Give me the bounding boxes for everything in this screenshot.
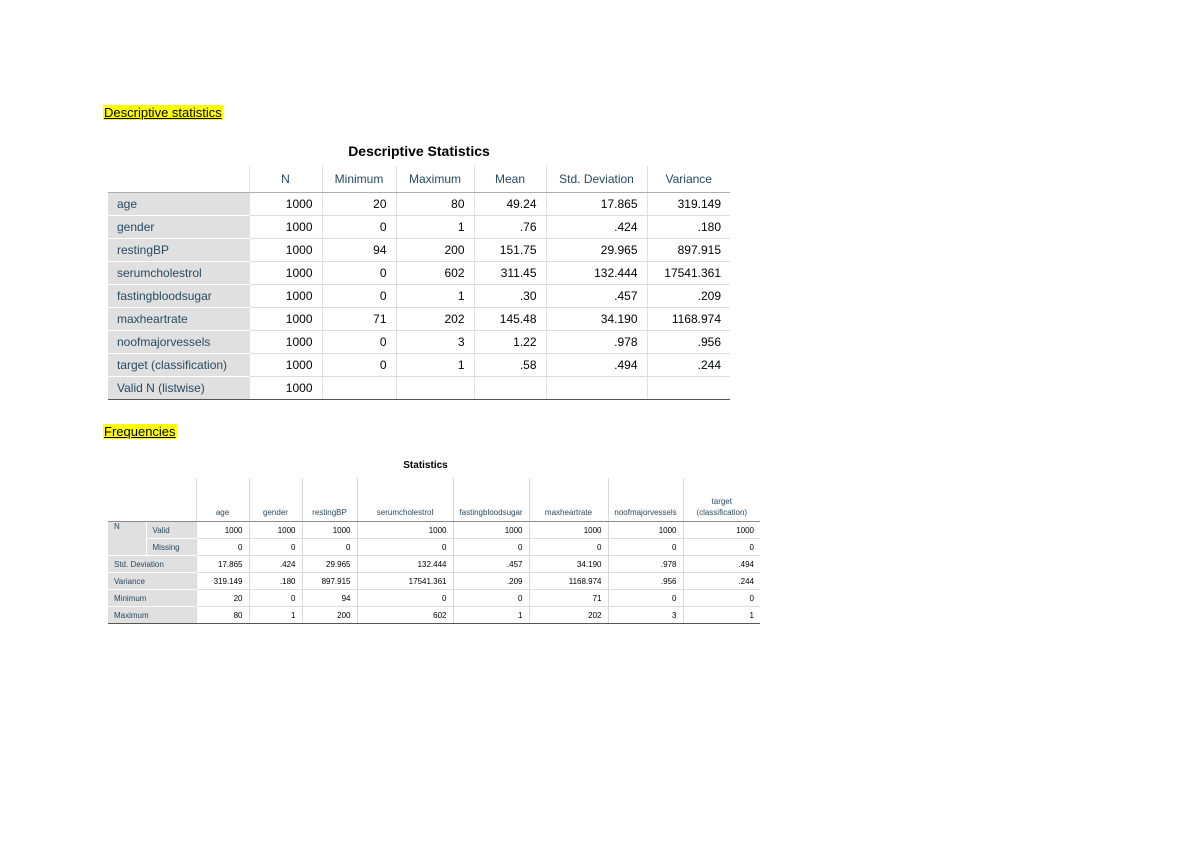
cell-min: 0 bbox=[322, 285, 396, 308]
cell-missing: 0 bbox=[249, 539, 302, 556]
cell-var: .956 bbox=[608, 573, 683, 590]
cell-valid: 1000 bbox=[683, 522, 760, 539]
table-row bbox=[108, 573, 760, 590]
cell-max: 80 bbox=[396, 193, 474, 216]
table-row bbox=[108, 556, 760, 573]
cell-max: 1 bbox=[396, 216, 474, 239]
cell-var: .209 bbox=[647, 285, 730, 308]
cell-var: 17541.361 bbox=[647, 262, 730, 285]
cell-var: .244 bbox=[683, 573, 760, 590]
cell-var: 897.915 bbox=[647, 239, 730, 262]
cell-valid: 1000 bbox=[249, 522, 302, 539]
row-label: gender bbox=[108, 216, 249, 239]
cell-sd: 29.965 bbox=[546, 239, 647, 262]
row-label: maxheartrate bbox=[108, 308, 249, 331]
table-row bbox=[108, 216, 730, 239]
cell-missing: 0 bbox=[453, 539, 529, 556]
cell-n: 1000 bbox=[249, 308, 322, 331]
table-row bbox=[108, 607, 760, 624]
cell-max: 202 bbox=[396, 308, 474, 331]
cell-n: 1000 bbox=[249, 216, 322, 239]
cell-sd bbox=[546, 377, 647, 400]
table-row bbox=[108, 239, 730, 262]
column-header: fastingbloodsugar bbox=[453, 478, 529, 522]
cell-sd: 34.190 bbox=[529, 556, 608, 573]
cell-mean: 311.45 bbox=[474, 262, 546, 285]
row-sublabel: Valid bbox=[146, 522, 196, 539]
column-header: maxheartrate bbox=[529, 478, 608, 522]
cell-var: .209 bbox=[453, 573, 529, 590]
cell-var: .244 bbox=[647, 354, 730, 377]
cell-min: 20 bbox=[322, 193, 396, 216]
cell-n: 1000 bbox=[249, 331, 322, 354]
cell-missing: 0 bbox=[302, 539, 357, 556]
cell-mean bbox=[474, 377, 546, 400]
cell-sd: 29.965 bbox=[302, 556, 357, 573]
row-label: fastingbloodsugar bbox=[108, 285, 249, 308]
row-label: Variance bbox=[108, 573, 196, 590]
cell-sd: .457 bbox=[546, 285, 647, 308]
column-header: restingBP bbox=[302, 478, 357, 522]
cell-sd: .978 bbox=[608, 556, 683, 573]
cell-missing: 0 bbox=[529, 539, 608, 556]
cell-min: 0 bbox=[683, 590, 760, 607]
cell-sd: .457 bbox=[453, 556, 529, 573]
column-header: Maximum bbox=[396, 166, 474, 193]
cell-sd: .424 bbox=[249, 556, 302, 573]
column-header: target (classification) bbox=[683, 478, 760, 522]
corner-cell bbox=[108, 166, 249, 193]
cell-mean: .58 bbox=[474, 354, 546, 377]
cell-min: 94 bbox=[302, 590, 357, 607]
cell-min: 20 bbox=[196, 590, 249, 607]
descriptive-table-title: Descriptive Statistics bbox=[348, 143, 490, 159]
cell-min bbox=[322, 377, 396, 400]
statistics-header-row bbox=[108, 478, 760, 522]
cell-sd: 17.865 bbox=[196, 556, 249, 573]
cell-n: 1000 bbox=[249, 262, 322, 285]
cell-mean: .30 bbox=[474, 285, 546, 308]
cell-mean: 1.22 bbox=[474, 331, 546, 354]
row-label: restingBP bbox=[108, 239, 249, 262]
statistics-table-title: Statistics bbox=[403, 460, 448, 471]
cell-var: 1168.974 bbox=[647, 308, 730, 331]
cell-valid: 1000 bbox=[529, 522, 608, 539]
cell-max: 1 bbox=[683, 607, 760, 624]
cell-min: 0 bbox=[249, 590, 302, 607]
table-row bbox=[108, 331, 730, 354]
table-row bbox=[108, 308, 730, 331]
cell-var: .180 bbox=[647, 216, 730, 239]
column-header: Variance bbox=[647, 166, 730, 193]
cell-min: 0 bbox=[322, 331, 396, 354]
row-label: noofmajorvessels bbox=[108, 331, 249, 354]
cell-sd: 34.190 bbox=[546, 308, 647, 331]
column-header: serumcholestrol bbox=[357, 478, 453, 522]
cell-valid: 1000 bbox=[357, 522, 453, 539]
cell-max: 200 bbox=[396, 239, 474, 262]
frequencies-heading: Frequencies bbox=[104, 424, 176, 439]
cell-max: 3 bbox=[608, 607, 683, 624]
cell-mean: .76 bbox=[474, 216, 546, 239]
statistics-table bbox=[108, 478, 760, 624]
cell-valid: 1000 bbox=[453, 522, 529, 539]
cell-missing: 0 bbox=[608, 539, 683, 556]
cell-n: 1000 bbox=[249, 285, 322, 308]
cell-var bbox=[647, 377, 730, 400]
table-row bbox=[108, 354, 730, 377]
cell-sd: .494 bbox=[683, 556, 760, 573]
cell-min: 0 bbox=[453, 590, 529, 607]
cell-n: 1000 bbox=[249, 193, 322, 216]
column-header: N bbox=[249, 166, 322, 193]
row-sublabel: Missing bbox=[146, 539, 196, 556]
table-row bbox=[108, 522, 760, 539]
cell-var: 897.915 bbox=[302, 573, 357, 590]
descriptive-header-row bbox=[108, 166, 730, 193]
cell-var: .956 bbox=[647, 331, 730, 354]
cell-max: 1 bbox=[396, 354, 474, 377]
cell-mean: 49.24 bbox=[474, 193, 546, 216]
cell-min: 0 bbox=[322, 354, 396, 377]
cell-valid: 1000 bbox=[608, 522, 683, 539]
table-row bbox=[108, 285, 730, 308]
cell-missing: 0 bbox=[683, 539, 760, 556]
column-header: age bbox=[196, 478, 249, 522]
cell-max: 200 bbox=[302, 607, 357, 624]
cell-max: 602 bbox=[396, 262, 474, 285]
cell-var: 1168.974 bbox=[529, 573, 608, 590]
row-label: Minimum bbox=[108, 590, 196, 607]
cell-min: 0 bbox=[357, 590, 453, 607]
row-label: serumcholestrol bbox=[108, 262, 249, 285]
cell-var: 319.149 bbox=[196, 573, 249, 590]
cell-missing: 0 bbox=[357, 539, 453, 556]
cell-n: 1000 bbox=[249, 354, 322, 377]
cell-mean: 151.75 bbox=[474, 239, 546, 262]
row-label: Valid N (listwise) bbox=[108, 377, 249, 400]
cell-var: .180 bbox=[249, 573, 302, 590]
cell-min: 0 bbox=[608, 590, 683, 607]
table-row bbox=[108, 539, 760, 556]
cell-n: 1000 bbox=[249, 239, 322, 262]
cell-max: 1 bbox=[396, 285, 474, 308]
cell-min: 71 bbox=[322, 308, 396, 331]
cell-sd: 17.865 bbox=[546, 193, 647, 216]
column-header: Std. Deviation bbox=[546, 166, 647, 193]
row-label: target (classification) bbox=[108, 354, 249, 377]
cell-valid: 1000 bbox=[196, 522, 249, 539]
column-header: gender bbox=[249, 478, 302, 522]
table-row bbox=[108, 377, 730, 400]
cell-sd: .978 bbox=[546, 331, 647, 354]
cell-max: 80 bbox=[196, 607, 249, 624]
cell-missing: 0 bbox=[196, 539, 249, 556]
descriptive-statistics-heading: Descriptive statistics bbox=[104, 105, 222, 120]
corner-cell bbox=[108, 478, 196, 522]
table-row bbox=[108, 262, 730, 285]
cell-min: 0 bbox=[322, 216, 396, 239]
cell-var: 319.149 bbox=[647, 193, 730, 216]
descriptive-statistics-table bbox=[108, 166, 730, 400]
row-label: N bbox=[108, 522, 146, 556]
cell-max: 602 bbox=[357, 607, 453, 624]
row-label: age bbox=[108, 193, 249, 216]
cell-max: 202 bbox=[529, 607, 608, 624]
cell-max: 3 bbox=[396, 331, 474, 354]
cell-min: 71 bbox=[529, 590, 608, 607]
column-header: Minimum bbox=[322, 166, 396, 193]
cell-sd: 132.444 bbox=[357, 556, 453, 573]
row-label: Std. Deviation bbox=[108, 556, 196, 573]
row-label: Maximum bbox=[108, 607, 196, 624]
cell-sd: 132.444 bbox=[546, 262, 647, 285]
table-row bbox=[108, 193, 730, 216]
cell-max: 1 bbox=[249, 607, 302, 624]
cell-min: 94 bbox=[322, 239, 396, 262]
cell-max bbox=[396, 377, 474, 400]
cell-sd: .424 bbox=[546, 216, 647, 239]
cell-var: 17541.361 bbox=[357, 573, 453, 590]
column-header: Mean bbox=[474, 166, 546, 193]
cell-valid: 1000 bbox=[302, 522, 357, 539]
cell-max: 1 bbox=[453, 607, 529, 624]
cell-n: 1000 bbox=[249, 377, 322, 400]
cell-min: 0 bbox=[322, 262, 396, 285]
cell-sd: .494 bbox=[546, 354, 647, 377]
table-row bbox=[108, 590, 760, 607]
cell-mean: 145.48 bbox=[474, 308, 546, 331]
column-header: noofmajorvessels bbox=[608, 478, 683, 522]
